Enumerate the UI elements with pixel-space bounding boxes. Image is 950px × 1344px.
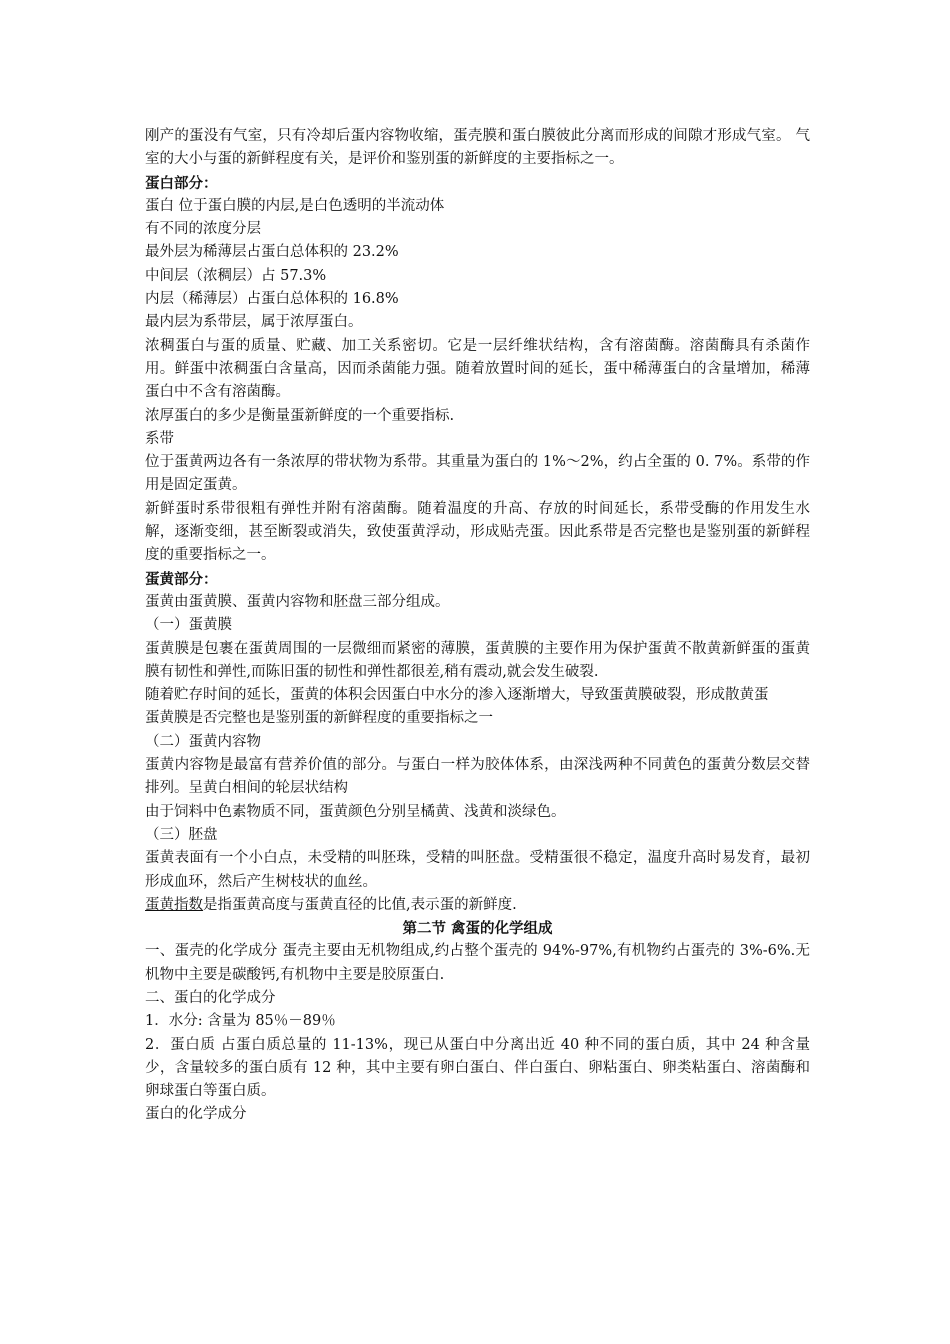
- paragraph: 内层（稀薄层）占蛋白总体积的 16.8%: [145, 291, 399, 308]
- paragraph: 中间层（浓稠层）占 57.3%: [145, 267, 327, 284]
- paragraph: 系带: [145, 430, 174, 447]
- paragraph: 二、蛋白的化学成分: [145, 989, 276, 1006]
- paragraph: 最外层为稀薄层占蛋白总体积的 23.2%: [145, 244, 399, 261]
- section-heading-yolk: 蛋黄部分：: [145, 570, 218, 588]
- paragraph: 蛋黄表面有一个小白点，未受精的叫胚珠，受精的叫胚盘。受精蛋很不稳定，温度升高时易发育，最初形成血环，然后产生树枝状的血丝。: [145, 850, 810, 890]
- subheading: （一）蛋黄膜: [145, 617, 232, 634]
- paragraph: 刚产的蛋没有气室，只有冷却后蛋内容物收缩，蛋壳膜和蛋白膜彼此分离而形成的间隙才形成气室。 气室的大小与蛋的新鲜程度有关，是评价和鉴别蛋的新鲜度的主要指标之一。: [145, 128, 810, 168]
- paragraph: 蛋黄由蛋黄膜、蛋黄内容物和胚盘三部分组成。: [145, 593, 450, 610]
- section-title: 第二节 禽蛋的化学组成: [402, 920, 553, 938]
- paragraph: 最内层为系带层，属于浓厚蛋白。: [145, 314, 363, 331]
- paragraph: 有不同的浓度分层: [145, 221, 261, 238]
- paragraph-text: 是指蛋黄高度与蛋黄直径的比值,表示蛋的新鲜度.: [203, 896, 517, 913]
- paragraph: 2．蛋白质 占蛋白质总量的 11-13%，现已从蛋白中分离出近 40 种不同的蛋白质，其中 24 种含量少，含量较多的蛋白质有 12 种，其中主要有卵白蛋白、伴白蛋白、卵粘蛋白、卵类粘蛋白、溶菌酶和卵球蛋白等蛋白质。: [145, 1036, 810, 1100]
- paragraph: [145, 894, 810, 917]
- paragraph: 蛋白 位于蛋白膜的内层,是白色透明的半流动体: [145, 197, 445, 214]
- paragraph: 蛋黄膜是包裹在蛋黄周围的一层微细而紧密的薄膜，蛋黄膜的主要作用为保护蛋黄不散黄新鲜蛋的蛋黄膜有韧性和弹性,而陈旧蛋的韧性和弹性都很差,稍有震动,就会发生破裂.: [145, 640, 810, 680]
- paragraph: 随着贮存时间的延长，蛋黄的体积会因蛋白中水分的渗入逐渐增大，导致蛋黄膜破裂，形成散黄蛋: [145, 687, 769, 704]
- subheading: （三）胚盘: [145, 826, 218, 843]
- paragraph: 由于饲料中色素物质不同，蛋黄颜色分别呈橘黄、浅黄和淡绿色。: [145, 803, 566, 820]
- subheading: （二）蛋黄内容物: [145, 733, 261, 750]
- paragraph: 1．水分: 含量为 85％－89％: [145, 1013, 336, 1030]
- paragraph: 蛋黄内容物是最富有营养价值的部分。与蛋白一样为胶体体系，由深浅两种不同黄色的蛋黄分数层交替排列。呈黄白相间的轮层状结构: [145, 757, 810, 797]
- paragraph: 位于蛋黄两边各有一条浓厚的带状物为系带。其重量为蛋白的 1%～2%，约占全蛋的 0. 7%。系带的作用是固定蛋黄。: [145, 454, 810, 494]
- section-heading-egg-white: 蛋白部分：: [145, 174, 218, 192]
- underlined-term: 蛋黄指数: [145, 896, 203, 913]
- paragraph: 蛋黄膜是否完整也是鉴别蛋的新鲜程度的重要指标之一: [145, 710, 493, 727]
- paragraph: 浓厚蛋白的多少是衡量蛋新鲜度的一个重要指标.: [145, 407, 455, 424]
- paragraph: 一、蛋壳的化学成分 蛋壳主要由无机物组成,约占整个蛋壳的 94%-97%,有机物约占蛋壳的 3%-6%.无机物中主要是碳酸钙,有机物中主要是胶原蛋白.: [145, 943, 810, 983]
- paragraph: 蛋白的化学成分: [145, 1106, 247, 1123]
- document-page: [145, 125, 810, 1127]
- paragraph: 浓稠蛋白与蛋的质量、贮藏、加工关系密切。它是一层纤维状结构，含有溶菌酶。溶菌酶具有杀菌作用。鲜蛋中浓稠蛋白含量高，因而杀菌能力强。随着放置时间的延长，蛋中稀薄蛋白的含量增加，稀薄蛋白中不含有溶菌酶。: [145, 337, 810, 401]
- paragraph: 新鲜蛋时系带很粗有弹性并附有溶菌酶。随着温度的升高、存放的时间延长，系带受酶的作用发生水解，逐渐变细，甚至断裂或消失，致使蛋黄浮动，形成贴壳蛋。因此系带是否完整也是鉴别蛋的新鲜程度的重要指标之一。: [145, 500, 810, 564]
